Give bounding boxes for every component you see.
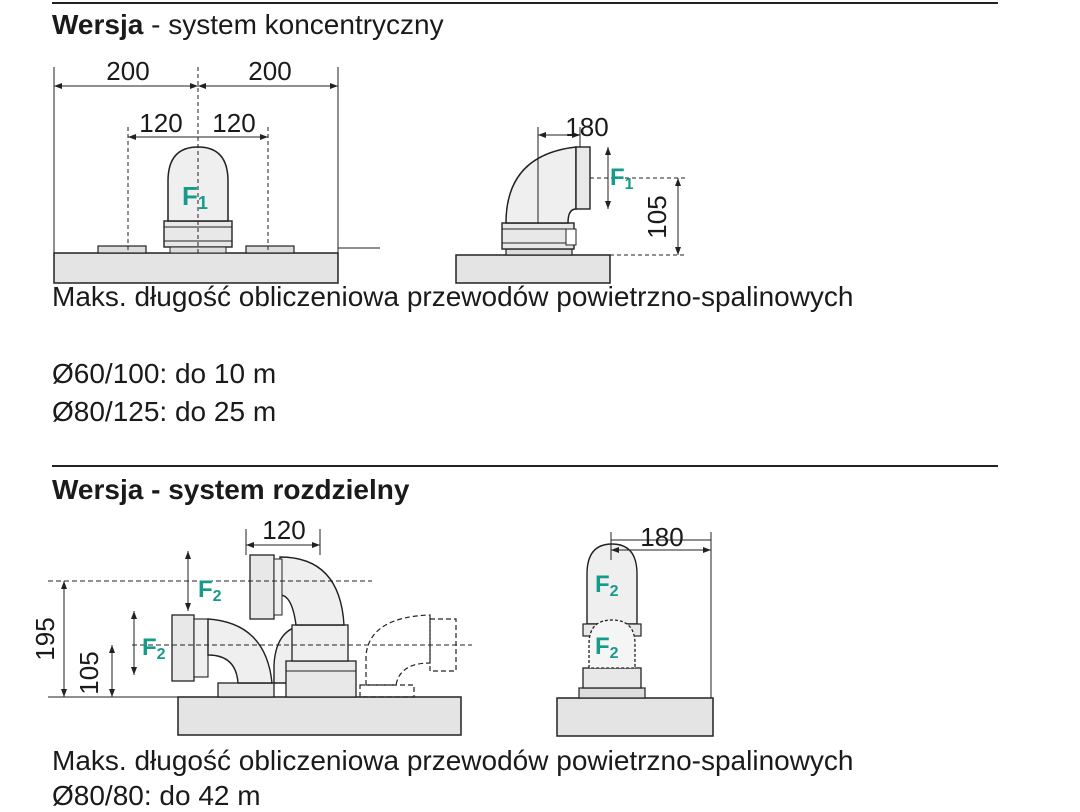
dim-105: 105 bbox=[642, 195, 672, 239]
separate-side-view bbox=[545, 520, 725, 738]
side-plate-right bbox=[246, 246, 294, 253]
side-plate-left bbox=[98, 246, 146, 253]
top-rule bbox=[52, 2, 998, 4]
f2-upper-label: F2 bbox=[198, 576, 222, 605]
boiler-top-separate bbox=[178, 697, 461, 735]
ghost-elbow bbox=[366, 615, 430, 685]
lower-elbow-outlet bbox=[172, 615, 194, 681]
concentric-max-length: Maks. długość obliczeniowa przewodów powietrzno-spalinowych bbox=[52, 281, 854, 312]
separate-heading: Wersja - system rozdzielny bbox=[52, 474, 410, 505]
dim-200-left: 200 bbox=[106, 56, 150, 86]
f2-lower-label: F2 bbox=[142, 634, 166, 663]
dim-195: 195 bbox=[30, 617, 60, 661]
elbow-outlet bbox=[576, 147, 590, 209]
concentric-heading-rest: - system koncentryczny bbox=[143, 9, 444, 40]
elbow-pipe bbox=[506, 147, 576, 223]
concentric-spec-1: Ø60/100: do 10 m bbox=[52, 358, 277, 389]
separate-spec-1: Ø80/80: do 42 m bbox=[52, 780, 261, 811]
f1-side-label: F1 bbox=[610, 164, 634, 193]
dim-120-separate: 120 bbox=[262, 515, 306, 545]
dim-200-right: 200 bbox=[248, 56, 292, 86]
boiler-top-side bbox=[456, 255, 610, 283]
concentric-heading bbox=[52, 9, 444, 41]
dim-120-left: 120 bbox=[139, 108, 183, 138]
f2-front-label: F2 bbox=[595, 633, 619, 662]
elbow-flange bbox=[502, 223, 574, 249]
f1-label: F1 bbox=[182, 181, 208, 213]
concentric-heading-bold: Wersja bbox=[52, 9, 144, 40]
concentric-front-view bbox=[40, 55, 360, 285]
f2-back-label: F2 bbox=[595, 571, 619, 600]
dim-120-right: 120 bbox=[212, 108, 256, 138]
middle-rule bbox=[52, 465, 998, 467]
dim-180-separate: 180 bbox=[640, 522, 684, 552]
dim-180: 180 bbox=[565, 112, 609, 142]
separate-max-length: Maks. długość obliczeniowa przewodów powietrzno-spalinowych bbox=[52, 745, 854, 776]
dim-105-separate: 105 bbox=[74, 651, 104, 695]
separate-front-view bbox=[30, 515, 490, 737]
upper-elbow-outlet bbox=[250, 555, 274, 619]
concentric-side-view bbox=[440, 105, 700, 285]
upper-elbow bbox=[280, 557, 344, 625]
concentric-spec-2: Ø80/125: do 25 m bbox=[52, 396, 277, 427]
boiler-top-separate-side bbox=[557, 698, 713, 736]
boiler-top bbox=[54, 253, 338, 283]
